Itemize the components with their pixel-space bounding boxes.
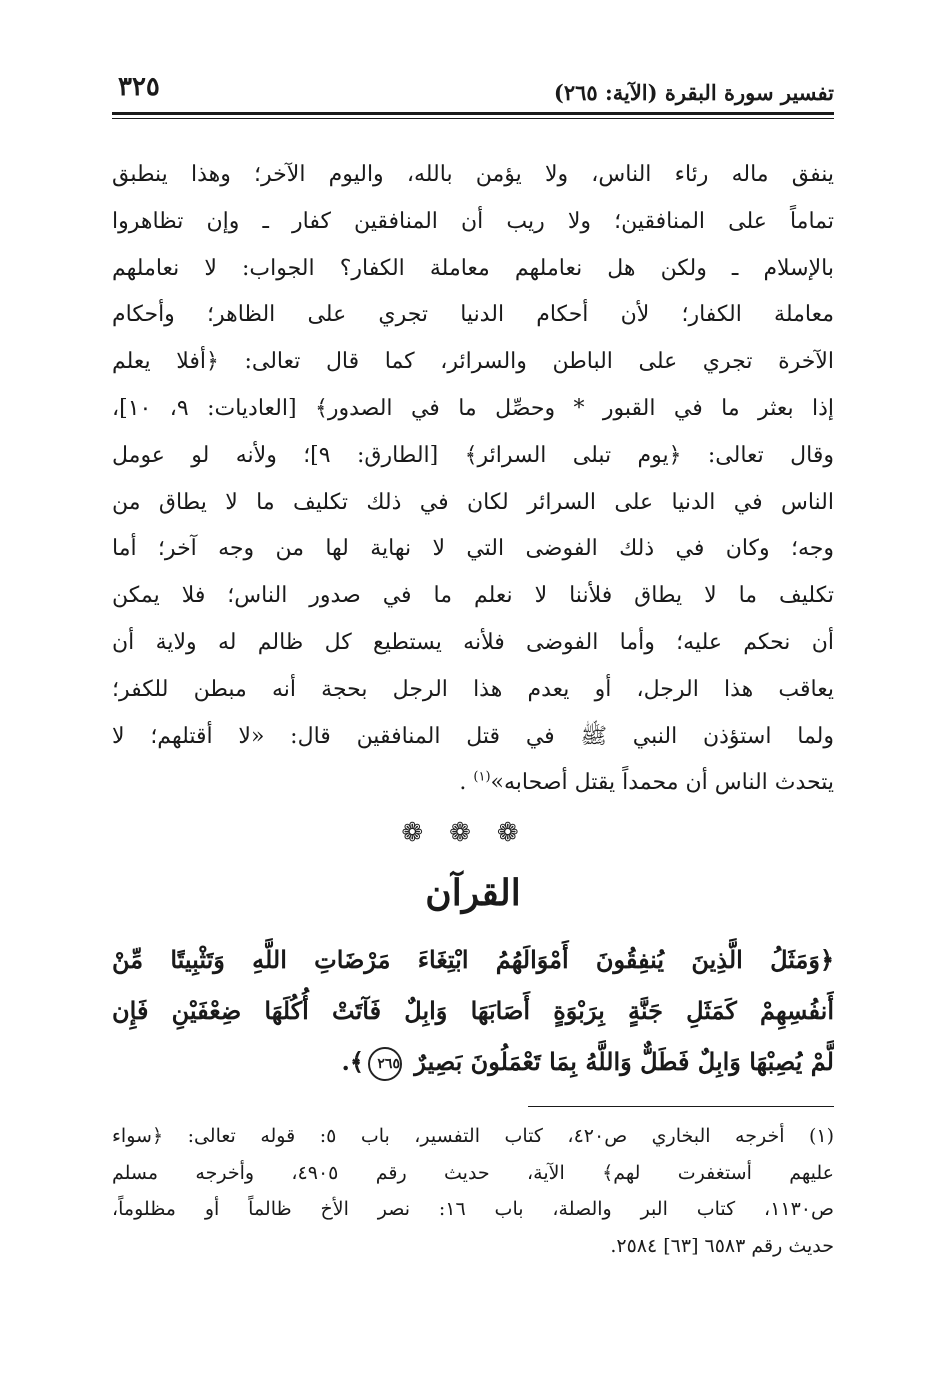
body-line: وجه؛ وكان في ذلك الفوضى التي لا نهاية لها من وجه آخر؛ أما	[112, 536, 834, 562]
body-line: أن نحكم عليه؛ وأما الفوضى فلأنه يستطيع كل ظالم له ولاية أن	[112, 629, 834, 655]
footnote-line: عليهم أستغفرت لهم﴾ الآية، حديث رقم ٤٩٠٥، وأخرجه مسلم	[112, 1161, 834, 1184]
verse-line: ﴿وَمَثَلُ الَّذِينَ يُنفِقُونَ أَمْوَالَهُمُ ابْتِغَاءَ مَرْضَاتِ اللَّهِ وَتَثْبِيتًا مِّنْ	[112, 945, 834, 974]
ayah-number-marker: ٢٦٥	[368, 1047, 402, 1081]
body-line: إذا بعثر ما في القبور * وحصِّل ما في الصدور﴾ [العاديات: ٩، ١٠]،	[112, 395, 834, 421]
body-line: الناس في الدنيا على السرائر لكان في ذلك تكليف ما لا يطاق من	[112, 489, 834, 515]
section-title: القرآن	[425, 872, 521, 914]
body-line: بالإسلام ـ ولكن هل نعاملهم معاملة الكفار؟ الجواب: لا نعاملهم	[112, 255, 834, 281]
body-line: ينفق ماله رئاء الناس، ولا يؤمن بالله، واليوم الآخر؛ وهذا ينطبق	[112, 162, 834, 187]
body-line-last	[112, 760, 834, 807]
body-line: تكليف ما لا يطاق فلأننا لا نعلم ما في صدور الناس؛ فلا يمكن	[112, 583, 834, 609]
body-line-text: يتحدث الناس أن محمداً يقتل أصحابه»	[490, 770, 834, 796]
footnote-line: ص١١٣٠، كتاب البر والصلة، باب ١٦: نصر الأخ ظالماً أو مظلوماً،	[112, 1198, 834, 1220]
footnote-line-last: حديث رقم ٦٥٨٣ [٦٣] ٢٥٨٤.	[610, 1234, 834, 1257]
page-header	[112, 72, 834, 112]
verse-line: أَنفُسِهِمْ كَمَثَلِ جَنَّةٍ بِرَبْوَةٍ أَصَابَهَا وَابِلٌ فَآتَتْ أُكُلَهَا ضِعْفَيْنِ فَإِن	[112, 996, 834, 1025]
footnote-ref[interactable]: (١)	[473, 770, 491, 786]
section-separator: ❁❁❁	[401, 818, 545, 848]
body-line: تماماً على المنافقين؛ ولا ريب أن المنافقين كفار ـ وإن تظاهروا	[112, 208, 834, 234]
verse-line-last	[112, 1036, 834, 1087]
verse-end: ﴾.	[341, 1047, 364, 1076]
body-text	[112, 152, 834, 807]
body-line: معاملة الكفار؛ لأن أحكام الدنيا تجري على الظاهر؛ وأحكام	[112, 302, 834, 328]
footnote-rule	[528, 1106, 834, 1107]
body-line: ولما استؤذن النبي ﷺ في قتل المنافقين قال: «لا أقتلهم؛ لا	[112, 723, 834, 749]
header-rule-thick	[112, 112, 834, 115]
quran-verse	[112, 934, 834, 1087]
footnote-line: (١) أخرجه البخاري ص٤٢٠، كتاب التفسير، باب ٥: قوله تعالى: ﴿سواء	[112, 1125, 834, 1147]
footnote	[112, 1118, 834, 1264]
page-number: ٣٢٥	[118, 72, 160, 102]
verse-line-text: لَّمْ يُصِبْهَا وَابِلٌ فَطَلٌّ وَاللَّهُ بِمَا تَعْمَلُونَ بَصِيرٌ	[414, 1047, 834, 1076]
body-line-suffix: .	[459, 770, 474, 796]
body-line: يعاقب هذا الرجل، أو يعدم هذا الرجل بحجة أنه مبطن للكفر؛	[112, 676, 834, 702]
body-line: الآخرة تجري على الباطن والسرائر، كما قال تعالى: ﴿أفلا يعلم	[112, 349, 834, 375]
header-rule-thin	[112, 118, 834, 119]
running-title: تفسير سورة البقرة (الآية: ٢٦٥)	[553, 80, 834, 105]
body-line: وقال تعالى: ﴿يوم تبلى السرائر﴾ [الطارق: ٩]؛ ولأنه لو عومل	[112, 442, 834, 468]
